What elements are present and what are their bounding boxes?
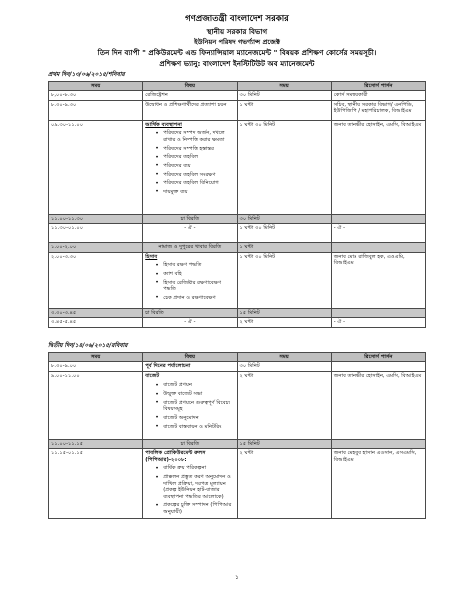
col-resource-header: রিসোর্স পার্সন bbox=[331, 352, 425, 362]
topic-list bbox=[145, 465, 234, 515]
time-cell: ১১.০০-১১.১৫ bbox=[49, 439, 143, 449]
time-cell: ১১.০০-১১.৩০ bbox=[49, 214, 143, 224]
topic-list bbox=[145, 130, 234, 195]
document-header bbox=[48, 14, 426, 68]
topic-heading: পাবলিক প্রোকিউরমেন্ট রুলস (পিপিআর)-২০০৮: bbox=[145, 450, 206, 463]
project-title: ইউনিয়ন পরিষদ গভর্ণ্যান্স প্রজেক্ট bbox=[194, 37, 280, 46]
list-item: • উন্মুক্ত বাজেট সভা bbox=[145, 391, 234, 398]
topic-heading: আর্থিক ব্যবস্থাপনা bbox=[145, 121, 182, 128]
list-item: • পরিষদের তহবিল বিনিয়োগ bbox=[145, 180, 234, 187]
list-item: • প্রাক্কলন প্রস্তুত করণ অনুমোদন ও দাখিল প্রক্রিয়া, দরপত্র মূল্যায়ন (প্রকল্প ইউনিয়ন হাট-বাজার ব্যবস্থাপনা পদ্ধতির আলোকে) bbox=[145, 474, 234, 500]
division-title: স্থানীয় সরকার বিভাগ bbox=[206, 26, 268, 36]
topic-cell: রেজিষ্ট্রেশন bbox=[143, 91, 237, 101]
time-cell: ৩.৩০-৩.৪৫ bbox=[49, 308, 143, 318]
day2-schedule-table bbox=[48, 352, 426, 520]
topic-cell: - ঐ - bbox=[143, 318, 237, 328]
list-item: • বাজেট অনুমোদন bbox=[145, 415, 234, 422]
list-item: • হিসাব রক্ষণ পদ্ধতি bbox=[145, 262, 234, 269]
list-item: • বার্ষিক ক্রয় পরিকল্পনা bbox=[145, 465, 234, 472]
duration-cell: ১৫ মিনিট bbox=[237, 308, 331, 318]
table-row bbox=[49, 318, 426, 328]
list-item: • পরিষদের সম্পত্তি হস্তান্তর bbox=[145, 146, 234, 153]
duration-cell: ১ ঘন্টা ৩০ মিনিট bbox=[237, 252, 331, 308]
col-topic-header: বিষয় bbox=[143, 81, 237, 91]
duration-cell: ২ ঘন্টা bbox=[237, 318, 331, 328]
topic-cell bbox=[143, 449, 237, 519]
col-duration-header: সময় bbox=[237, 352, 331, 362]
topic-cell: উদ্বোধন ও প্রশিক্ষণার্থীদের প্রত্যাশা চয়ন bbox=[143, 100, 237, 120]
topic-cell: নামাজ ও দুপুরের খাবার বিরতি bbox=[143, 243, 237, 253]
resource-cell: জনাব মোঃ রাজিবুল হক, এওএমি, বিআইএম bbox=[331, 252, 425, 308]
time-cell: ৮.৩০-৯.৩০ bbox=[49, 100, 143, 120]
col-time-header: সময় bbox=[49, 352, 143, 362]
topic-cell bbox=[143, 252, 237, 308]
course-title: তিন দিন ব্যাপী " প্রকিউরমেন্ট এন্ড ফিন্যান্সিয়াল ম্যানেজমেন্ট " বিষয়ক প্রশিক্ষণ কোর্সের সময়সূচী। bbox=[97, 47, 377, 57]
table-row bbox=[49, 371, 426, 439]
table-row bbox=[49, 224, 426, 243]
duration-cell: ১ ঘন্টা bbox=[237, 100, 331, 120]
resource-cell bbox=[331, 308, 425, 318]
table-row bbox=[49, 100, 426, 120]
col-time-header: সময় bbox=[49, 81, 143, 91]
list-item: • ক্যাশ বহি bbox=[145, 271, 234, 278]
time-cell: ১১.১৫-০১.১৫ bbox=[49, 449, 143, 519]
resource-cell: - ঐ - bbox=[331, 318, 425, 328]
resource-cell bbox=[331, 439, 425, 449]
topic-list bbox=[145, 382, 234, 430]
list-item: • পরিষদের তহবিল সংরক্ষণ bbox=[145, 172, 234, 179]
table-row bbox=[49, 449, 426, 519]
table-row bbox=[49, 214, 426, 224]
time-cell: ৯.০০-১১.০০ bbox=[49, 371, 143, 439]
time-cell: ৩.৪৫-৫.৪৫ bbox=[49, 318, 143, 328]
duration-cell: ২ ঘন্টা bbox=[237, 371, 331, 439]
table-row bbox=[49, 252, 426, 308]
list-item: • চেক প্রদান ও রক্ষণাবেক্ষণ bbox=[145, 295, 234, 302]
table-row bbox=[49, 308, 426, 318]
topic-heading: হিসাব bbox=[145, 253, 158, 260]
col-resource-header: রিসোর্স পার্সন bbox=[331, 81, 425, 91]
page-number: ১ bbox=[235, 574, 239, 581]
list-item: • দায়মুক্ত ব্যয় bbox=[145, 189, 234, 196]
list-item: • পরিষদের ব্যয় bbox=[145, 163, 234, 170]
list-item: • বাজেট প্রণয়নে গুরুত্বপূর্ণ বিবেচ্য বিষয়সমূহ bbox=[145, 400, 234, 413]
topic-cell: পূর্ব দিনের পর্যালোচনা bbox=[143, 362, 237, 372]
time-cell: ৮,০০-৮.৩০ bbox=[49, 91, 143, 101]
day1-schedule-table bbox=[48, 81, 426, 328]
table-row bbox=[49, 362, 426, 372]
list-item: • বাজেট প্রণয়ন bbox=[145, 382, 234, 389]
list-item: • পরিষদের সম্পদ অর্জন, দখলে রাখার ও নিষ্পত্তি করার ক্ষমতা bbox=[145, 130, 234, 143]
topic-cell bbox=[143, 371, 237, 439]
government-title: গণপ্রজাতন্ত্রী বাংলাদেশ সরকার bbox=[185, 14, 289, 24]
table-row bbox=[49, 91, 426, 101]
topic-cell: চা বিরতি bbox=[143, 439, 237, 449]
duration-cell: ১৫ মিনিট bbox=[237, 439, 331, 449]
time-cell: ০৯.৩০-১১.০০ bbox=[49, 120, 143, 214]
duration-cell: ৩০ মিনিট bbox=[237, 214, 331, 224]
day2-title: দ্বিতীয় দিন/১৪/০৬/২০১৫/রবিবার bbox=[48, 342, 128, 349]
table-header-row bbox=[49, 352, 426, 362]
table-row bbox=[49, 439, 426, 449]
col-topic-header: বিষয় bbox=[143, 352, 237, 362]
table-row bbox=[49, 243, 426, 253]
list-item: • প্রকল্পের চুক্তি সম্পাদন (পিপিআর অনুযায়ী) bbox=[145, 502, 234, 515]
duration-cell: ৩০ মিনিট bbox=[237, 362, 331, 372]
duration-cell: ৩০ মিনিট bbox=[237, 91, 331, 101]
time-cell: ১১.৩০-০১.০০ bbox=[49, 224, 143, 243]
topic-cell: চা বিরতি bbox=[143, 214, 237, 224]
list-item: • বাজেট বাস্তবায়ন ও মনিটরিং bbox=[145, 424, 234, 431]
topic-heading: বাজেট bbox=[145, 372, 160, 379]
venue-title: প্রশিক্ষণ ভ্যানু: বাংলাদেশ ইনস্টিটিউট অব ম্যানেজমেন্ট bbox=[159, 58, 315, 68]
resource-cell bbox=[331, 362, 425, 372]
resource-cell: জনাব তানভীর হোসাইন, এমসি, বিআইএম bbox=[331, 120, 425, 214]
time-cell: ২.০০-৩.৩০ bbox=[49, 252, 143, 308]
time-cell: ৮.৩০-৯.০০ bbox=[49, 362, 143, 372]
col-duration-header: সময় bbox=[237, 81, 331, 91]
topic-cell bbox=[143, 120, 237, 214]
list-item: • পরিষদের তহবিল bbox=[145, 154, 234, 161]
resource-cell: সচিব, স্থানীয় সরকার বিভাগ/ এনপিডি, ইউপিজিপি / মহাপরিচালক, বিআইএম bbox=[331, 100, 425, 120]
resource-cell: জনাব মেহবুব হাসান এওসান, এসএমসি, বিআইএম bbox=[331, 449, 425, 519]
resource-cell bbox=[331, 243, 425, 253]
topic-cell: চা বিরতি bbox=[143, 308, 237, 318]
table-row bbox=[49, 120, 426, 214]
resource-cell bbox=[331, 214, 425, 224]
duration-cell: ২ ঘন্টা bbox=[237, 449, 331, 519]
topic-cell: - ঐ - bbox=[143, 224, 237, 243]
resource-cell: - ঐ - bbox=[331, 224, 425, 243]
table-header-row bbox=[49, 81, 426, 91]
topic-list bbox=[145, 262, 234, 301]
list-item: • হিসাব রেজিষ্টার রক্ষণাবেক্ষণ পদ্ধতি bbox=[145, 280, 234, 293]
day1-title: প্রথম দিন/১৩/০৬/২০১৫/শনিবার bbox=[48, 71, 125, 78]
duration-cell: ১ ঘন্টা bbox=[237, 243, 331, 253]
resource-cell: জনাব তানভীর হোসাইন, এমসি, বিআইএম bbox=[331, 371, 425, 439]
duration-cell: ১ ঘন্টা ৩০ মিনিট bbox=[237, 224, 331, 243]
resource-cell: কোর্স সমন্বয়কারী bbox=[331, 91, 425, 101]
duration-cell: ১ ঘন্টা ৩০ মিনিট bbox=[237, 120, 331, 214]
time-cell: ১.০০-২.০০ bbox=[49, 243, 143, 253]
